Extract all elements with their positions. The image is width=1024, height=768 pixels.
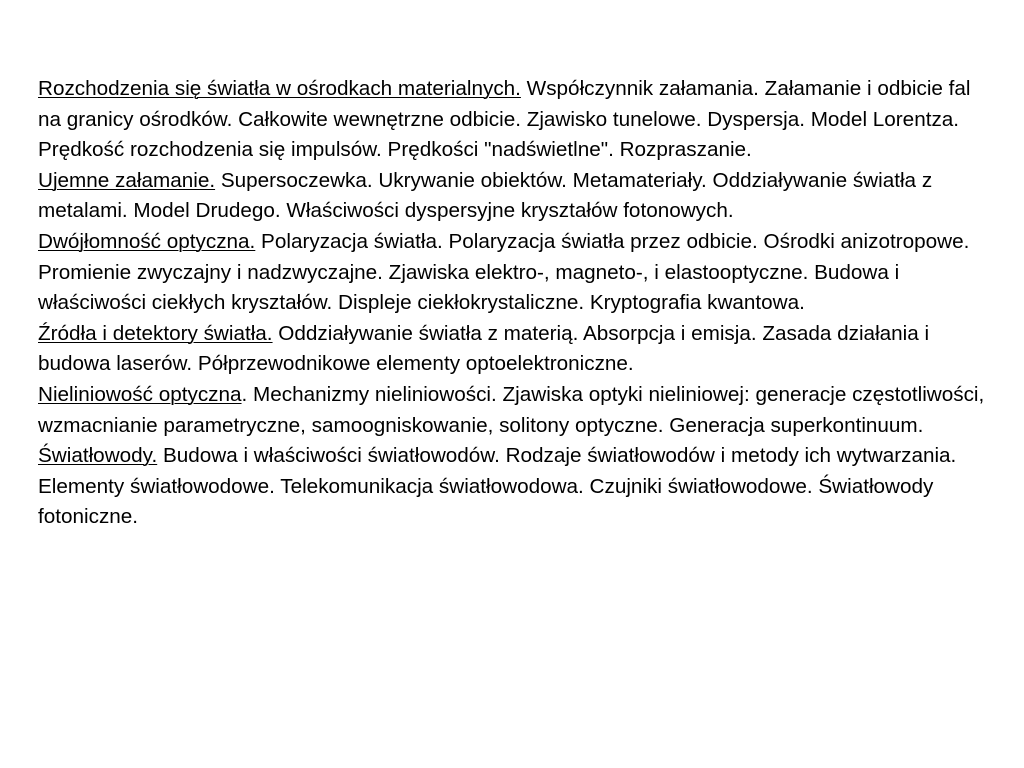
slide-content — [38, 74, 998, 533]
section-sources-detectors — [38, 319, 998, 380]
section-body: Oddziaływanie światła z materią. Absorpcja i emisja. Zasada działania i budowa laserów. Półprzewodnikowe elementy optoelektroniczne. — [38, 321, 930, 376]
section-light-propagation — [38, 74, 998, 166]
section-heading: Ujemne załamanie. — [38, 168, 216, 192]
section-heading: Dwójłomność optyczna. — [38, 229, 256, 253]
section-body: Współczynnik załamania. Załamanie i odbicie fal na granicy ośrodków. Całkowite wewnętrzne odbicie. Zjawisko tunelowe. Dyspersja. Model Lorentza. Prędkość rozchodzenia się impulsów. Prędkości "nadświetlne". Rozpraszanie. — [38, 77, 971, 162]
section-nonlinear-optics — [38, 380, 998, 441]
section-optical-fibers — [38, 441, 998, 533]
section-heading: Nieliniowość optyczna — [38, 382, 242, 406]
section-body: Polaryzacja światła. Polaryzacja światła przez odbicie. Ośrodki anizotropowe. Promienie zwyczajny i nadzwyczajne. Zjawiska elektro-, magneto-, i elastooptyczne. Budowa i właściwości ciekłych kryształów. Displeje ciekłokrystaliczne. Kryptografia kwantowa. — [38, 229, 970, 315]
section-body: Supersoczewka. Ukrywanie obiektów. Metamateriały. Oddziaływanie światła z metalami. Model Drudego. Właściwości dyspersyjne kryształów fotonowych. — [38, 168, 933, 223]
section-negative-refraction — [38, 166, 998, 227]
section-heading: Światłowody. — [38, 444, 158, 468]
section-heading: Rozchodzenia się światła w ośrodkach materialnych. — [38, 77, 521, 100]
section-birefringence — [38, 227, 998, 319]
section-body: Budowa i właściwości światłowodów. Rodzaje światłowodów i metody ich wytwarzania. Elementy światłowodowe. Telekomunikacja światłowodowa. Czujniki światłowodowe. Światłowody fotoniczne. — [38, 444, 957, 529]
section-heading: Źródła i detektory światła. — [38, 321, 273, 345]
section-body: . Mechanizmy nieliniowości. Zjawiska optyki nieliniowej: generacje częstotliwości, wzmacnianie parametryczne, samoogniskowanie, solitony optyczne. Generacja superkontinuum. — [38, 382, 985, 437]
